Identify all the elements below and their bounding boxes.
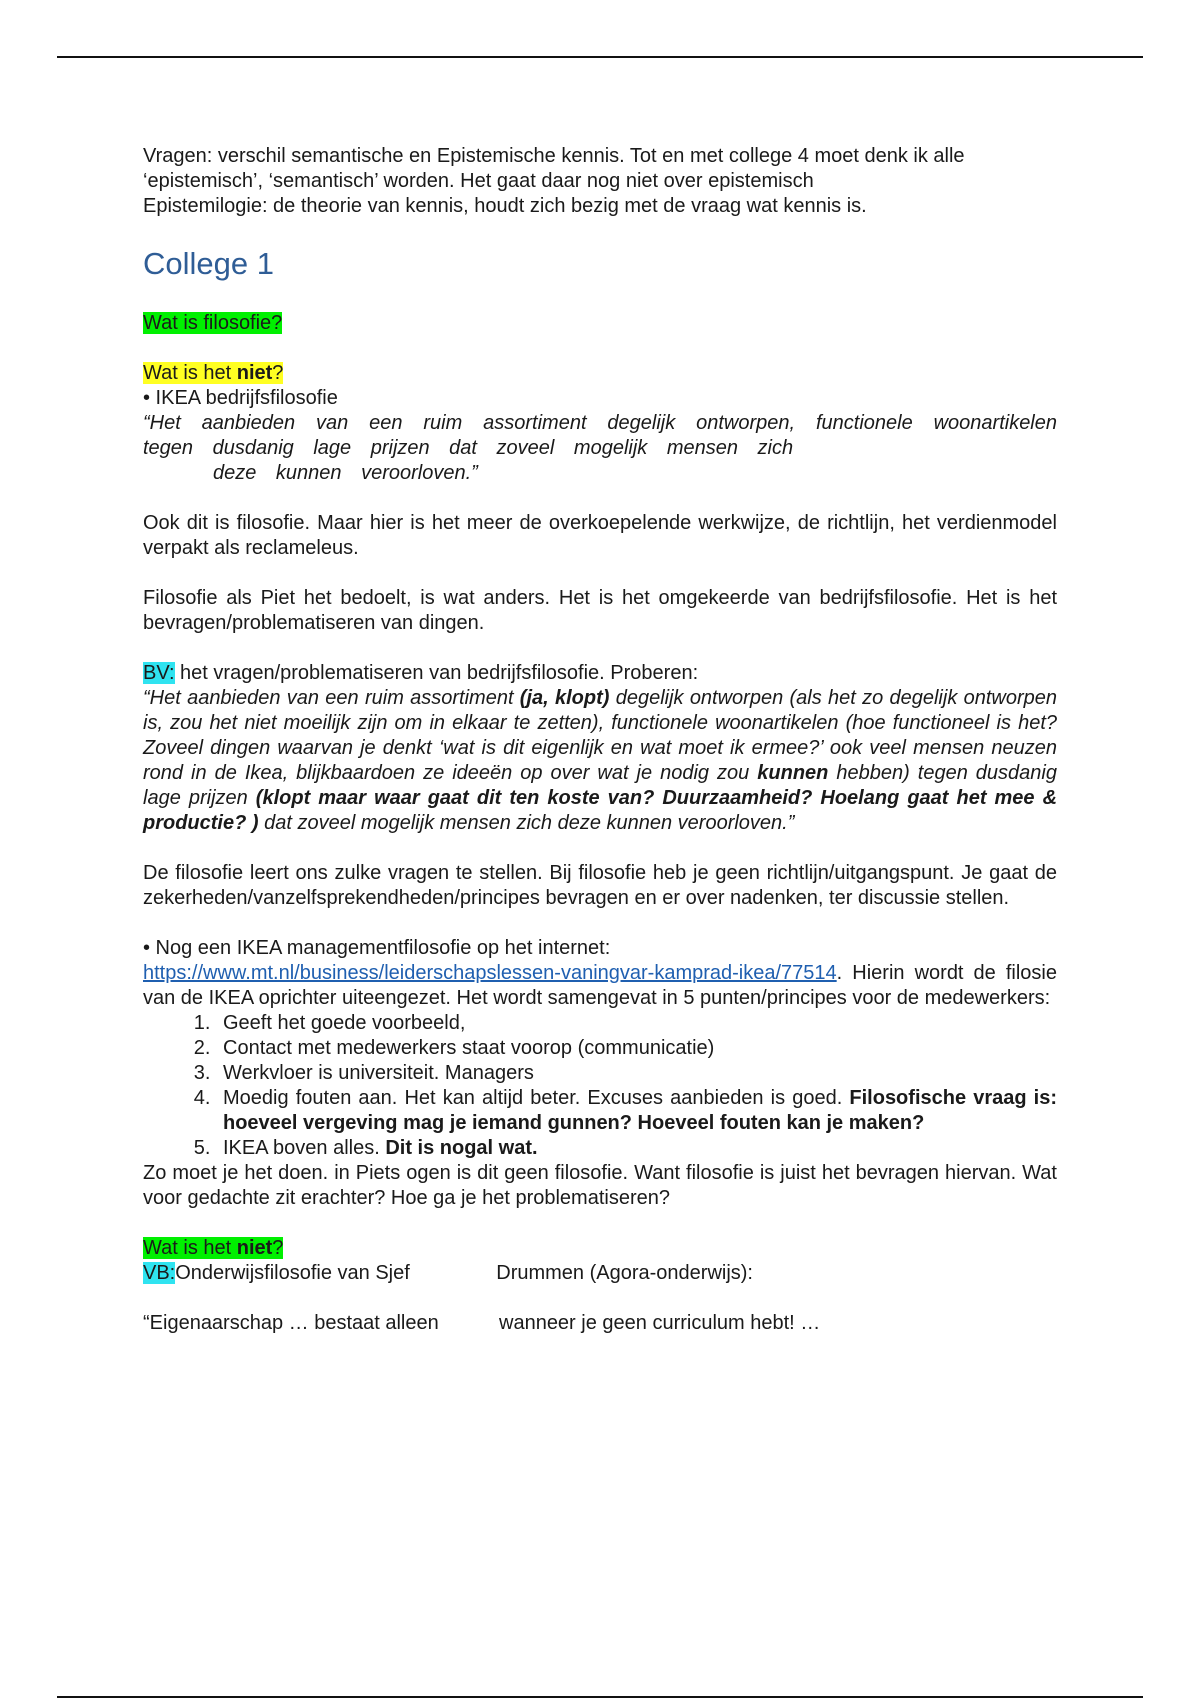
ikea-quote-end-text: deze kunnen veroorloven.”: [213, 462, 478, 484]
quote-eigen-a: “Eigenaarschap … bestaat alleen: [143, 1312, 439, 1334]
list-item-text: IKEA boven alles.: [223, 1137, 386, 1159]
bv-text: het vragen/problematiseren van bedrijfsfilosofie. Proberen:: [174, 662, 699, 684]
bv-quote-g: dat zoveel mogelijk mensen zich deze kunnen veroorloven.”: [258, 812, 795, 834]
quote-eigen-b: wanneer je geen curriculum hebt! …: [499, 1312, 821, 1334]
principles-list: [143, 1011, 1057, 1161]
green-highlight: Wat is filosofie?: [143, 312, 283, 334]
bv-quote-e: hebben) tegen dusdanig lage prijzen: [143, 762, 1057, 809]
intro-definition: Epistemilogie: de theorie van kennis, houdt zich bezig met de vraag wat kennis is.: [143, 195, 867, 217]
vb-text-a: Onderwijsfilosofie van Sjef: [175, 1262, 410, 1284]
bv-quote-bold-f: (klopt maar waar gaat dit ten koste van? Duurzaamheid? Hoelang gaat het mee & productie? ): [143, 787, 1058, 834]
list-item: [216, 1011, 1057, 1036]
paragraph-filosofie: Filosofie als Piet het bedoelt, is wat anders. Het is het omgekeerde van bedrijfsfilosofie. Het is het bevragen/problematiseren van dingen.: [143, 587, 1057, 634]
footer-rule: [57, 1696, 1143, 1698]
question-what-is-it-not-2: [143, 1236, 1057, 1261]
quote-eigenaarschap: [143, 1311, 1057, 1336]
question-what-is-philosophy: [143, 311, 1057, 336]
question-text: Wat is het: [143, 362, 237, 384]
green-highlight: [143, 1237, 283, 1259]
mgmt-closing: Zo moet je het doen. in Piets ogen is dit geen filosofie. Want filosofie is juist het bevragen hiervan. Wat voor gedachte zit erachter? Hoe ga je het problematiseren?: [143, 1162, 1057, 1209]
ikea-quote: [143, 411, 1057, 461]
document-page: [143, 144, 1057, 1336]
section-heading: College 1: [143, 246, 274, 281]
question-bold: niet: [236, 1237, 273, 1259]
bv-quote: [143, 686, 1057, 836]
question-text: Wat is het: [143, 1237, 237, 1259]
list-item: [216, 1136, 1057, 1161]
intro-line: Vragen: verschil semantische en Epistemische kennis. Tot en met college 4 moet denk ik alle ‘epistemisch’, ‘semantisch’ worden. Het gaat daar nog niet over epistemisch: [143, 145, 965, 192]
list-item: [216, 1061, 1057, 1086]
list-item-text: Geeft het goede voorbeeld,: [223, 1012, 466, 1034]
ikea-article-link[interactable]: https://www.mt.nl/business/leiderschapslessen-vaningvar-kamprad-ikea/77514: [143, 962, 837, 984]
yellow-highlight: [143, 362, 283, 384]
vb-line: [143, 1261, 1057, 1286]
bv-label: BV:: [143, 662, 175, 684]
question-bold: niet: [236, 362, 273, 384]
list-item-bold: Filosofische vraag is: hoeveel vergeving mag je iemand gunnen? Hoeveel fouten kan je maken?: [223, 1087, 1058, 1134]
vb-text-b: Drummen (Agora-onderwijs):: [496, 1262, 753, 1284]
question-mark: ?: [272, 362, 284, 384]
list-item-text: Contact met medewerkers staat voorop (communicatie): [223, 1037, 715, 1059]
paragraph-ook: Ook dit is filosofie. Maar hier is het meer de overkoepelende werkwijze, de richtlijn, het verdienmodel verpakt als reclameleus.: [143, 512, 1057, 559]
list-item-text: Moedig fouten aan. Het kan altijd beter. Excuses aanbieden is goed.: [223, 1087, 850, 1109]
ikea-quote-end: [143, 461, 1057, 486]
list-item: [216, 1036, 1057, 1061]
question-mark: ?: [272, 1237, 284, 1259]
intro-paragraph: [143, 144, 1057, 219]
question-what-is-it-not: [143, 361, 1057, 386]
header-rule: [57, 56, 1143, 58]
mgmt-text: . Hierin wordt de filosie van de IKEA oprichter uiteengezet. Het wordt samengevat in 5 punten/principes voor de medewerkers:: [143, 962, 1057, 1009]
list-item: [216, 1086, 1057, 1136]
bv-quote-bold-d: kunnen: [757, 762, 829, 784]
vb-label: VB:: [143, 1262, 176, 1284]
bv-quote-a: “Het aanbieden van een ruim assortiment: [143, 687, 520, 709]
bv-quote-c: degelijk ontworpen (als het zo degelijk ontworpen is, zou het niet moeilijk zijn om in elkaar te zetten), functionele woonartikelen (hoe functioneel is het? Zoveel dingen waarvan je denkt ‘wat is dit eigenlijk en wat moet ik ermee?’ ook veel mensen neuzen rond in de Ikea, blijkbaardoen ze ideeën op over wat je nodig zou: [143, 687, 1058, 784]
bv-line: [143, 661, 1057, 686]
list-item-bold: Dit is nogal wat.: [385, 1137, 538, 1159]
mgmt-paragraph: [143, 961, 1057, 1011]
paragraph-leert: De filosofie leert ons zulke vragen te stellen. Bij filosofie heb je geen richtlijn/uitgangspunt. Je gaat de zekerheden/vanzelfsprekendheden/principes bevragen en er over nadenken, ter discussie stellen.: [143, 862, 1057, 909]
ikea-bullet: • IKEA bedrijfsfilosofie: [143, 387, 338, 409]
list-item-text: Werkvloer is universiteit. Managers: [223, 1062, 534, 1084]
bv-quote-bold-b: (ja, klopt): [519, 687, 610, 709]
ikea-quote-text: “Het aanbieden van een ruim assortiment degelijk ontworpen, functionele woonartikelen tegen dusdanig lage prijzen dat zoveel mogelijk mensen zich: [143, 412, 1057, 459]
mgmt-bullet: • Nog een IKEA managementfilosofie op het internet:: [143, 937, 611, 959]
